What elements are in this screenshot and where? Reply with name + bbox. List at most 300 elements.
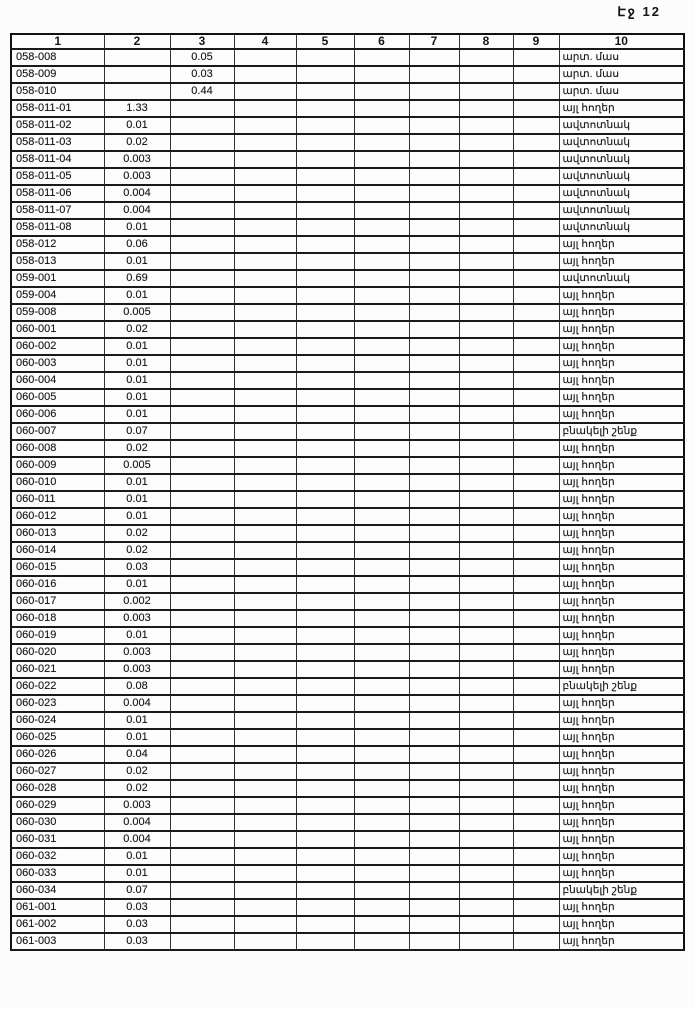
cell-col6: [354, 695, 409, 712]
cell-col2: 0.01: [104, 355, 170, 372]
cell-col10: այլ հողեր: [559, 491, 684, 508]
cell-col9: [513, 576, 559, 593]
cell-col5: [296, 882, 354, 899]
cell-col1: 060-017: [11, 593, 104, 610]
cell-col4: [234, 151, 296, 168]
cell-col6: [354, 525, 409, 542]
table-row: [11, 848, 684, 865]
table-row: [11, 933, 684, 950]
cell-col8: [459, 661, 513, 678]
cell-col5: [296, 168, 354, 185]
cell-col9: [513, 202, 559, 219]
cell-col4: [234, 763, 296, 780]
cell-col5: [296, 729, 354, 746]
cell-col10: ավտոտնակ: [559, 270, 684, 287]
cell-col9: [513, 610, 559, 627]
cell-col5: [296, 219, 354, 236]
table-row: [11, 100, 684, 117]
cell-col4: [234, 372, 296, 389]
table-row: [11, 525, 684, 542]
cell-col4: [234, 355, 296, 372]
cell-col4: [234, 627, 296, 644]
cell-col8: [459, 542, 513, 559]
cell-col5: [296, 304, 354, 321]
cell-col6: [354, 134, 409, 151]
cell-col3: [170, 525, 234, 542]
cell-col7: [409, 389, 459, 406]
cell-col6: [354, 185, 409, 202]
cell-col10: ավտոտնակ: [559, 202, 684, 219]
cell-col8: [459, 321, 513, 338]
cell-col8: [459, 83, 513, 100]
cell-col10: ավտոտնակ: [559, 185, 684, 202]
cell-col3: [170, 457, 234, 474]
cell-col9: [513, 372, 559, 389]
cell-col8: [459, 134, 513, 151]
cell-col3: [170, 355, 234, 372]
cell-col4: [234, 83, 296, 100]
cell-col10: այլ հողեր: [559, 355, 684, 372]
cell-col2: 0.02: [104, 780, 170, 797]
cell-col5: [296, 100, 354, 117]
cell-col3: 0.44: [170, 83, 234, 100]
cell-col6: [354, 882, 409, 899]
cell-col5: [296, 627, 354, 644]
cell-col6: [354, 712, 409, 729]
cell-col9: [513, 49, 559, 66]
table-row: [11, 321, 684, 338]
cell-col5: [296, 661, 354, 678]
cell-col1: 060-006: [11, 406, 104, 423]
cell-col4: [234, 49, 296, 66]
cell-col4: [234, 729, 296, 746]
cell-col6: [354, 372, 409, 389]
cell-col7: [409, 474, 459, 491]
cell-col10: այլ հողեր: [559, 457, 684, 474]
cell-col2: 0.03: [104, 899, 170, 916]
cell-col3: [170, 627, 234, 644]
cell-col4: [234, 831, 296, 848]
cell-col6: [354, 49, 409, 66]
cell-col2: 0.01: [104, 474, 170, 491]
cell-col2: 0.01: [104, 729, 170, 746]
cell-col7: [409, 83, 459, 100]
cell-col9: [513, 933, 559, 950]
cell-col9: [513, 66, 559, 83]
cell-col3: [170, 695, 234, 712]
cell-col4: [234, 185, 296, 202]
cell-col4: [234, 270, 296, 287]
cell-col1: 060-026: [11, 746, 104, 763]
cell-col7: [409, 134, 459, 151]
cell-col7: [409, 695, 459, 712]
cell-col7: [409, 814, 459, 831]
cell-col6: [354, 593, 409, 610]
cell-col9: [513, 338, 559, 355]
cell-col4: [234, 321, 296, 338]
cell-col8: [459, 780, 513, 797]
cell-col9: [513, 780, 559, 797]
cell-col10: բնակելի շենք: [559, 678, 684, 695]
cell-col5: [296, 185, 354, 202]
cell-col10: արտ. մաս: [559, 66, 684, 83]
cell-col1: 060-021: [11, 661, 104, 678]
cell-col10: այլ հողեր: [559, 746, 684, 763]
table-row: [11, 627, 684, 644]
cell-col1: 059-008: [11, 304, 104, 321]
cell-col7: [409, 151, 459, 168]
column-header-2: 2: [104, 34, 170, 49]
cell-col8: [459, 168, 513, 185]
cell-col2: 0.69: [104, 270, 170, 287]
cell-col4: [234, 797, 296, 814]
cell-col7: [409, 729, 459, 746]
table-row: [11, 882, 684, 899]
cell-col6: [354, 848, 409, 865]
cell-col7: [409, 253, 459, 270]
cell-col1: 060-031: [11, 831, 104, 848]
column-header-7: 7: [409, 34, 459, 49]
cell-col6: [354, 916, 409, 933]
cell-col9: [513, 83, 559, 100]
cell-col6: [354, 202, 409, 219]
cell-col7: [409, 440, 459, 457]
cell-col2: 0.01: [104, 406, 170, 423]
cell-col4: [234, 746, 296, 763]
cell-col4: [234, 134, 296, 151]
cell-col9: [513, 712, 559, 729]
cell-col7: [409, 644, 459, 661]
cell-col1: 060-028: [11, 780, 104, 797]
cell-col10: այլ հողեր: [559, 933, 684, 950]
cell-col5: [296, 559, 354, 576]
cell-col9: [513, 695, 559, 712]
cell-col10: ավտոտնակ: [559, 168, 684, 185]
cell-col1: 060-024: [11, 712, 104, 729]
column-header-3: 3: [170, 34, 234, 49]
cell-col2: 0.004: [104, 814, 170, 831]
cell-col8: [459, 610, 513, 627]
cell-col2: 0.004: [104, 202, 170, 219]
table-row: [11, 593, 684, 610]
cell-col10: ավտոտնակ: [559, 117, 684, 134]
cell-col3: [170, 270, 234, 287]
cell-col4: [234, 933, 296, 950]
cell-col9: [513, 474, 559, 491]
table-row: [11, 491, 684, 508]
cell-col3: [170, 304, 234, 321]
cell-col4: [234, 168, 296, 185]
table-row: [11, 83, 684, 100]
cell-col8: [459, 202, 513, 219]
table-row: [11, 423, 684, 440]
cell-col2: 0.01: [104, 508, 170, 525]
cell-col4: [234, 559, 296, 576]
cell-col6: [354, 423, 409, 440]
cell-col8: [459, 525, 513, 542]
cell-col4: [234, 406, 296, 423]
cell-col6: [354, 219, 409, 236]
cell-col1: 060-032: [11, 848, 104, 865]
cell-col8: [459, 593, 513, 610]
cell-col8: [459, 678, 513, 695]
cell-col3: [170, 287, 234, 304]
cell-col8: [459, 185, 513, 202]
cell-col5: [296, 474, 354, 491]
cell-col2: 0.005: [104, 304, 170, 321]
cell-col4: [234, 508, 296, 525]
cell-col1: 059-001: [11, 270, 104, 287]
cell-col6: [354, 729, 409, 746]
cell-col7: [409, 185, 459, 202]
cell-col1: 058-011-06: [11, 185, 104, 202]
cell-col9: [513, 729, 559, 746]
cell-col4: [234, 916, 296, 933]
cell-col9: [513, 253, 559, 270]
cell-col6: [354, 321, 409, 338]
cell-col9: [513, 916, 559, 933]
cell-col1: 058-011-01: [11, 100, 104, 117]
cell-col5: [296, 134, 354, 151]
cell-col3: [170, 899, 234, 916]
cell-col2: 0.02: [104, 134, 170, 151]
table-row: [11, 49, 684, 66]
cell-col4: [234, 491, 296, 508]
cell-col10: ավտոտնակ: [559, 151, 684, 168]
cell-col8: [459, 389, 513, 406]
cell-col2: 0.005: [104, 457, 170, 474]
cell-col1: 060-004: [11, 372, 104, 389]
cell-col6: [354, 253, 409, 270]
cell-col6: [354, 474, 409, 491]
cell-col8: [459, 797, 513, 814]
cell-col10: այլ հողեր: [559, 508, 684, 525]
cell-col8: [459, 219, 513, 236]
cell-col1: 058-011-04: [11, 151, 104, 168]
cell-col5: [296, 542, 354, 559]
cell-col3: [170, 321, 234, 338]
cell-col4: [234, 865, 296, 882]
cell-col4: [234, 287, 296, 304]
cell-col8: [459, 151, 513, 168]
cell-col7: [409, 525, 459, 542]
cell-col6: [354, 559, 409, 576]
table-row: [11, 117, 684, 134]
cell-col1: 058-011-08: [11, 219, 104, 236]
cell-col5: [296, 202, 354, 219]
cell-col10: այլ հողեր: [559, 763, 684, 780]
cell-col5: [296, 695, 354, 712]
cell-col10: այլ հողեր: [559, 627, 684, 644]
table-row: [11, 542, 684, 559]
table-row: [11, 270, 684, 287]
table-row: [11, 661, 684, 678]
cell-col3: [170, 678, 234, 695]
cell-col7: [409, 763, 459, 780]
cell-col3: [170, 423, 234, 440]
cell-col5: [296, 83, 354, 100]
cell-col7: [409, 678, 459, 695]
cell-col8: [459, 882, 513, 899]
cell-col1: 060-005: [11, 389, 104, 406]
cell-col4: [234, 100, 296, 117]
cell-col9: [513, 899, 559, 916]
cell-col8: [459, 848, 513, 865]
cell-col8: [459, 729, 513, 746]
cell-col6: [354, 797, 409, 814]
cell-col9: [513, 406, 559, 423]
cell-col5: [296, 610, 354, 627]
cell-col2: 0.04: [104, 746, 170, 763]
page-number: Էջ 12: [617, 4, 661, 19]
column-header-9: 9: [513, 34, 559, 49]
cell-col10: այլ հողեր: [559, 593, 684, 610]
table-row: [11, 185, 684, 202]
cell-col10: այլ հողեր: [559, 848, 684, 865]
table-row: [11, 134, 684, 151]
cell-col2: 0.03: [104, 933, 170, 950]
cell-col2: 0.003: [104, 661, 170, 678]
cell-col3: [170, 372, 234, 389]
cell-col9: [513, 491, 559, 508]
cell-col3: 0.05: [170, 49, 234, 66]
cell-col2: 0.01: [104, 287, 170, 304]
cell-col3: [170, 661, 234, 678]
cell-col10: բնակելի շենք: [559, 882, 684, 899]
cell-col8: [459, 695, 513, 712]
cell-col7: [409, 865, 459, 882]
table-row: [11, 508, 684, 525]
cell-col6: [354, 933, 409, 950]
cell-col3: [170, 151, 234, 168]
cell-col9: [513, 168, 559, 185]
cell-col10: այլ հողեր: [559, 814, 684, 831]
cell-col4: [234, 117, 296, 134]
cell-col1: 060-003: [11, 355, 104, 372]
cell-col2: 0.01: [104, 576, 170, 593]
cell-col2: 0.01: [104, 865, 170, 882]
cell-col4: [234, 236, 296, 253]
cell-col5: [296, 423, 354, 440]
cell-col6: [354, 355, 409, 372]
cell-col9: [513, 831, 559, 848]
cell-col1: 061-002: [11, 916, 104, 933]
cell-col9: [513, 865, 559, 882]
cell-col9: [513, 134, 559, 151]
cell-col4: [234, 644, 296, 661]
cell-col8: [459, 304, 513, 321]
cell-col3: [170, 610, 234, 627]
cell-col7: [409, 831, 459, 848]
cell-col2: 0.004: [104, 695, 170, 712]
cell-col7: [409, 933, 459, 950]
cell-col2: 0.02: [104, 440, 170, 457]
cell-col5: [296, 440, 354, 457]
cell-col6: [354, 763, 409, 780]
cell-col6: [354, 304, 409, 321]
cell-col5: [296, 797, 354, 814]
cell-col6: [354, 831, 409, 848]
cell-col9: [513, 593, 559, 610]
cell-col1: 060-033: [11, 865, 104, 882]
cell-col7: [409, 100, 459, 117]
table-row: [11, 865, 684, 882]
cell-col10: այլ հողեր: [559, 695, 684, 712]
cell-col10: այլ հողեր: [559, 831, 684, 848]
cell-col5: [296, 593, 354, 610]
cell-col8: [459, 576, 513, 593]
cell-col2: 0.01: [104, 491, 170, 508]
cell-col7: [409, 117, 459, 134]
cell-col3: [170, 916, 234, 933]
column-header-1: 1: [11, 34, 104, 49]
cell-col1: 060-002: [11, 338, 104, 355]
cell-col2: [104, 83, 170, 100]
cell-col1: 060-030: [11, 814, 104, 831]
cell-col2: 0.06: [104, 236, 170, 253]
cell-col2: 0.01: [104, 219, 170, 236]
cell-col8: [459, 49, 513, 66]
cell-col6: [354, 576, 409, 593]
cell-col6: [354, 491, 409, 508]
cell-col9: [513, 355, 559, 372]
cell-col6: [354, 236, 409, 253]
cell-col9: [513, 814, 559, 831]
cell-col1: 060-016: [11, 576, 104, 593]
table-row: [11, 610, 684, 627]
column-header-6: 6: [354, 34, 409, 49]
cell-col10: այլ հողեր: [559, 712, 684, 729]
cell-col4: [234, 814, 296, 831]
cell-col2: 0.003: [104, 610, 170, 627]
cell-col1: 060-029: [11, 797, 104, 814]
cell-col8: [459, 474, 513, 491]
cell-col10: այլ հողեր: [559, 236, 684, 253]
column-header-8: 8: [459, 34, 513, 49]
cell-col10: այլ հողեր: [559, 287, 684, 304]
cell-col7: [409, 202, 459, 219]
table-row: [11, 66, 684, 83]
cell-col3: [170, 763, 234, 780]
cell-col7: [409, 746, 459, 763]
table-row: [11, 559, 684, 576]
cell-col1: 060-007: [11, 423, 104, 440]
cell-col8: [459, 117, 513, 134]
cell-col4: [234, 457, 296, 474]
cell-col4: [234, 253, 296, 270]
cell-col7: [409, 49, 459, 66]
cell-col4: [234, 525, 296, 542]
cell-col4: [234, 610, 296, 627]
table-header-row: [11, 34, 684, 49]
cell-col2: 0.004: [104, 185, 170, 202]
cell-col7: [409, 610, 459, 627]
cell-col8: [459, 287, 513, 304]
column-header-4: 4: [234, 34, 296, 49]
table-row: [11, 678, 684, 695]
cell-col3: [170, 848, 234, 865]
cell-col7: [409, 916, 459, 933]
cell-col5: [296, 321, 354, 338]
cell-col8: [459, 763, 513, 780]
cell-col10: այլ հողեր: [559, 525, 684, 542]
cell-col1: 060-014: [11, 542, 104, 559]
cell-col7: [409, 168, 459, 185]
cell-col3: [170, 542, 234, 559]
cell-col4: [234, 389, 296, 406]
cell-col6: [354, 780, 409, 797]
cell-col7: [409, 797, 459, 814]
